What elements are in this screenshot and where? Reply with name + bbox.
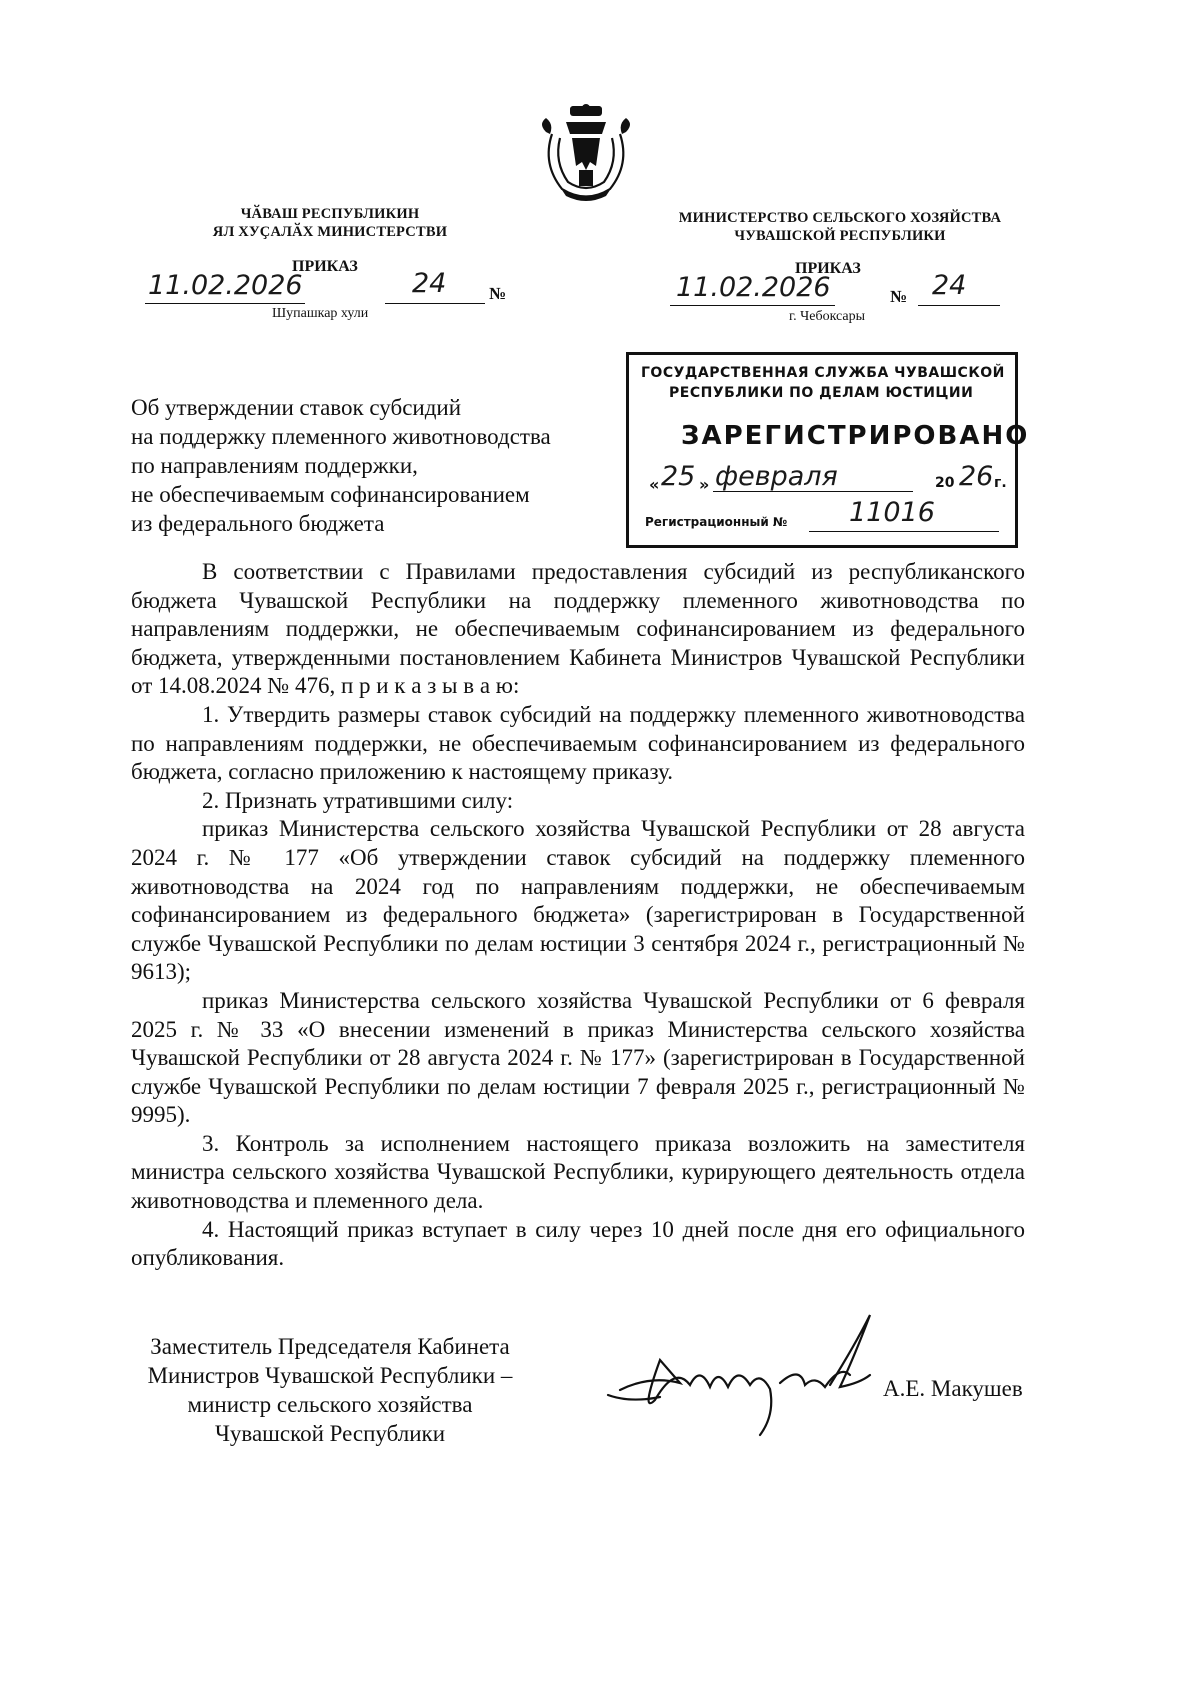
number-sign-left: №: [489, 284, 507, 303]
handwritten-signature: [600, 1305, 875, 1445]
stamp-line2: РЕСПУБЛИКИ ПО ДЕЛАМ ЮСТИЦИИ: [669, 385, 974, 401]
city-right: г. Чебоксары: [789, 309, 866, 324]
chuvash-emblem-icon: [532, 104, 640, 206]
order-date-right: 11.02.2026: [676, 272, 831, 303]
document-body: [131, 558, 1025, 1273]
stamp-reg-label: Регистрационный №: [645, 515, 788, 529]
title-line: из федерального бюджета: [131, 511, 385, 536]
body-point-3: 3. Контроль за исполнением настоящего приказа возложить на заместителя министра сельского хозяйства Чувашской Республики, курирующего деятельность отдела животноводства и племенного дела.: [131, 1130, 1025, 1214]
number-sign-right: №: [890, 287, 908, 306]
order-word-right: ПРИКАЗ: [795, 260, 861, 277]
header-left: [180, 205, 480, 241]
order-number-right: 24: [932, 270, 967, 301]
stamp-line1: ГОСУДАРСТВЕННАЯ СЛУЖБА ЧУВАШСКОЙ: [641, 365, 1005, 381]
title-line: по направлениям поддержки,: [131, 453, 418, 478]
signatory-name: А.Е. Макушев: [883, 1376, 1023, 1401]
number-underline-right: [918, 305, 1000, 306]
body-point-2a: приказ Министерства сельского хозяйства Чувашской Республики от 28 августа 2024 г. № 177 «Об утверждении ставок субсидий на поддержку племенного животноводства на 2024 год по направлениям поддержки, не обеспечиваемым софинансированием из федерального бюджета» (зарегистрирован в Государственной службе Чувашской Республики по делам юстиции 3 сентября 2024 г., регистрационный № 9613);: [131, 816, 1025, 985]
title-line: на поддержку племенного животноводства: [131, 424, 551, 449]
date-underline-left: [145, 303, 305, 304]
signatory-position: [120, 1332, 540, 1448]
order-number-left: 24: [412, 268, 447, 299]
title-line: Об утверждении ставок субсидий: [131, 395, 462, 420]
title-line: не обеспечиваемым софинансированием: [131, 482, 530, 507]
header-right-line2: ЧУВАШСКОЙ РЕСПУБЛИКИ: [734, 228, 946, 244]
body-point-4: 4. Настоящий приказ вступает в силу через 10 дней после дня его официального опубликования.: [131, 1216, 1025, 1271]
number-underline-left: [385, 303, 485, 304]
position-line: Министров Чувашской Республики –: [147, 1363, 513, 1388]
position-line: Заместитель Председателя Кабинета: [150, 1334, 510, 1359]
position-line: Чувашской Республики: [214, 1421, 446, 1446]
header-right-line1: МИНИСТЕРСТВО СЕЛЬСКОГО ХОЗЯЙСТВА: [678, 210, 1002, 226]
stamp-month: февраля: [715, 461, 838, 492]
order-word-left: ПРИКАЗ: [292, 258, 358, 275]
order-date-left: 11.02.2026: [148, 270, 303, 301]
body-point-2: 2. Признать утратившими силу:: [202, 787, 514, 813]
document-title: [131, 393, 601, 538]
stamp-registered: ЗАРЕГИСТРИРОВАНО: [681, 421, 1030, 451]
stamp-year-unit: г.: [994, 475, 1007, 491]
header-left-line1: ЧӐВАШ РЕСПУБЛИКИН: [240, 206, 420, 222]
stamp-year-prefix: 20: [935, 475, 955, 491]
stamp-reg-number: 11016: [849, 497, 935, 528]
body-point-1: 1. Утвердить размеры ставок субсидий на поддержку племенного животноводства по направлениям поддержки, не обеспечиваемым софинансированием из федерального бюджета, согласно приложению к настоящему приказу.: [131, 701, 1025, 785]
header-right: [660, 209, 1020, 245]
stamp-day: 25: [661, 461, 696, 492]
date-underline-right: [670, 305, 835, 306]
header-left-line2: ЯЛ ХУҪАЛӐХ МИНИСТЕРСТВИ: [212, 224, 448, 240]
body-intro: В соответствии с Правилами предоставления субсидий из республиканского бюджета Чувашской Республики на поддержку племенного животноводства по направлениям поддержки, не обеспечиваемым софинансированием из федерального бюджета, утвержденными постановлением Кабинета Министров Чувашской Республики от 14.08.2024 № 476, п р и к а з ы в а ю:: [131, 559, 1025, 699]
registration-stamp: [626, 352, 1030, 548]
body-point-2b: приказ Министерства сельского хозяйства Чувашской Республики от 6 февраля 2025 г. № 33 «О внесении изменений в приказ Министерства сельского хозяйства Чувашской Республики от 28 августа 2024 г. № 177» (зарегистрирован в Государственной службе Чувашской Республики по делам юстиции 7 февраля 2025 г., регистрационный № 9995).: [131, 987, 1025, 1128]
position-line: министр сельского хозяйства: [187, 1392, 473, 1417]
city-left: Шупашкар хули: [272, 306, 369, 321]
stamp-year-suffix: 26: [959, 461, 994, 492]
stamp-date-row: « 25 » февраля 20 26 г.: [649, 461, 1007, 494]
